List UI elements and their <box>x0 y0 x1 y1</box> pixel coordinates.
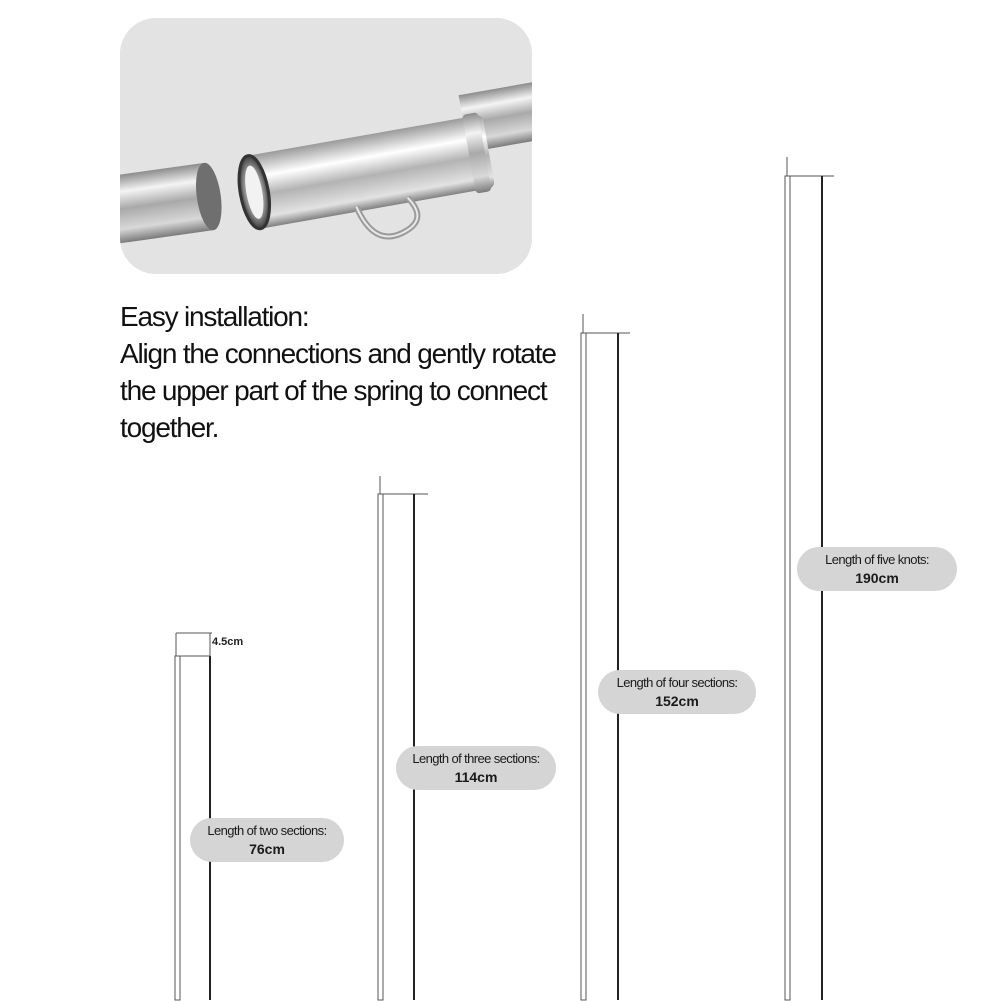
label-two-sections-value: 76cm <box>249 841 285 857</box>
label-four-sections <box>598 670 756 714</box>
label-four-sections-value: 152cm <box>655 693 699 709</box>
label-three-sections <box>396 746 556 790</box>
connector-length-dimension: 4.5cm <box>212 636 244 648</box>
pole-four-sections <box>581 314 630 1000</box>
label-five-knots-text: Length of five knots: <box>825 552 929 567</box>
heading-line-1: Easy installation: <box>120 301 309 332</box>
label-two-sections-text: Length of two sections: <box>207 823 327 838</box>
label-two-sections <box>190 818 344 862</box>
heading-line-4: together. <box>120 412 219 443</box>
label-five-knots-value: 190cm <box>855 570 899 586</box>
heading-line-2: Align the connections and gently rotate <box>120 338 556 369</box>
label-five-knots <box>797 547 957 591</box>
pole-two-sections <box>175 633 212 1000</box>
label-four-sections-text: Length of four sections: <box>616 675 738 690</box>
label-three-sections-value: 114cm <box>454 769 498 785</box>
label-three-sections-text: Length of three sections: <box>412 751 540 766</box>
heading-line-3: the upper part of the spring to connect <box>120 375 547 406</box>
pole-three-sections <box>378 476 428 1000</box>
